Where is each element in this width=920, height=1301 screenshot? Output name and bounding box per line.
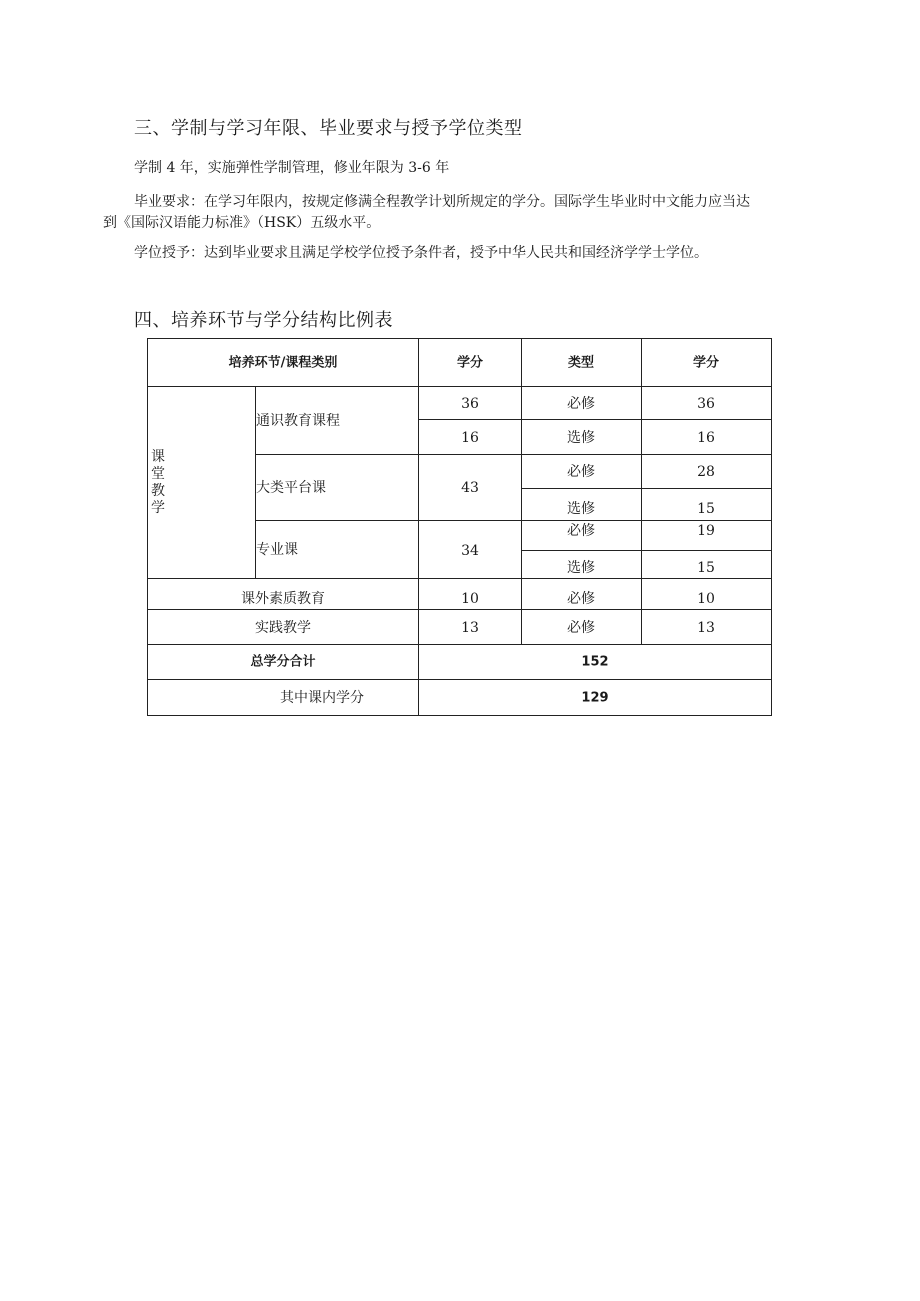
platform-course-elective-credits: 15: [697, 501, 715, 517]
section-3-heading: 三、学制与学习年限、毕业要求与授予学位类型: [134, 118, 523, 139]
header-category: 培养环节/课程类别: [228, 355, 338, 371]
general-education-elective-credits: 16: [697, 430, 715, 446]
practice-teaching-type-credits: 13: [697, 620, 715, 636]
degree-paragraph: 学位授予：达到毕业要求且满足学校学位授予条件者，授予中华人民共和国经济学学士学位。: [134, 245, 708, 261]
duration-paragraph: 学制 4 年，实施弹性学制管理，修业年限为 3-6 年: [134, 160, 450, 176]
major-course-required-credits: 19: [697, 523, 715, 539]
general-education-label: 通识教育课程: [256, 413, 340, 429]
credit-structure-table: [147, 338, 772, 716]
header-type: 类型: [567, 355, 595, 371]
total-credits-value: 152: [581, 654, 609, 670]
major-course-required: 必修: [567, 523, 595, 539]
major-course-label: 专业课: [256, 542, 298, 558]
platform-course-required-credits: 28: [697, 464, 715, 480]
header-credits: 学分: [456, 355, 484, 371]
extracurricular-type: 必修: [567, 591, 595, 607]
section-4-heading: 四、培养环节与学分结构比例表: [134, 310, 393, 331]
inclass-credits-label: 其中课内学分: [280, 690, 364, 706]
platform-course-label: 大类平台课: [256, 480, 326, 496]
practice-teaching-credits: 13: [461, 620, 479, 636]
inclass-credits-value: 129: [581, 690, 609, 706]
general-education-required: 必修: [567, 396, 595, 412]
general-education-credits-2: 16: [461, 430, 479, 446]
extracurricular-label: 课外素质教育: [241, 591, 325, 607]
classroom-teaching-label: 课堂教学: [151, 449, 165, 516]
general-education-elective: 选修: [567, 430, 595, 446]
general-education-required-credits: 36: [697, 396, 715, 412]
extracurricular-type-credits: 10: [697, 591, 715, 607]
major-course-elective-credits: 15: [697, 560, 715, 576]
platform-course-credits: 43: [461, 480, 479, 496]
general-education-credits: 36: [461, 396, 479, 412]
practice-teaching-label: 实践教学: [255, 620, 311, 636]
extracurricular-credits: 10: [461, 591, 479, 607]
header-type-credits: 学分: [692, 355, 720, 371]
graduation-paragraph-line2: 到《国际汉语能力标准》（HSK）五级水平。: [103, 215, 381, 231]
major-course-credits: 34: [461, 543, 479, 559]
total-credits-label: 总学分合计: [250, 654, 316, 670]
major-course-elective: 选修: [567, 560, 595, 576]
platform-course-elective: 选修: [567, 501, 595, 517]
practice-teaching-type: 必修: [567, 620, 595, 636]
graduation-paragraph-line1: 毕业要求：在学习年限内，按规定修满全程教学计划所规定的学分。国际学生毕业时中文能力应当达: [134, 194, 750, 210]
platform-course-required: 必修: [567, 464, 595, 480]
